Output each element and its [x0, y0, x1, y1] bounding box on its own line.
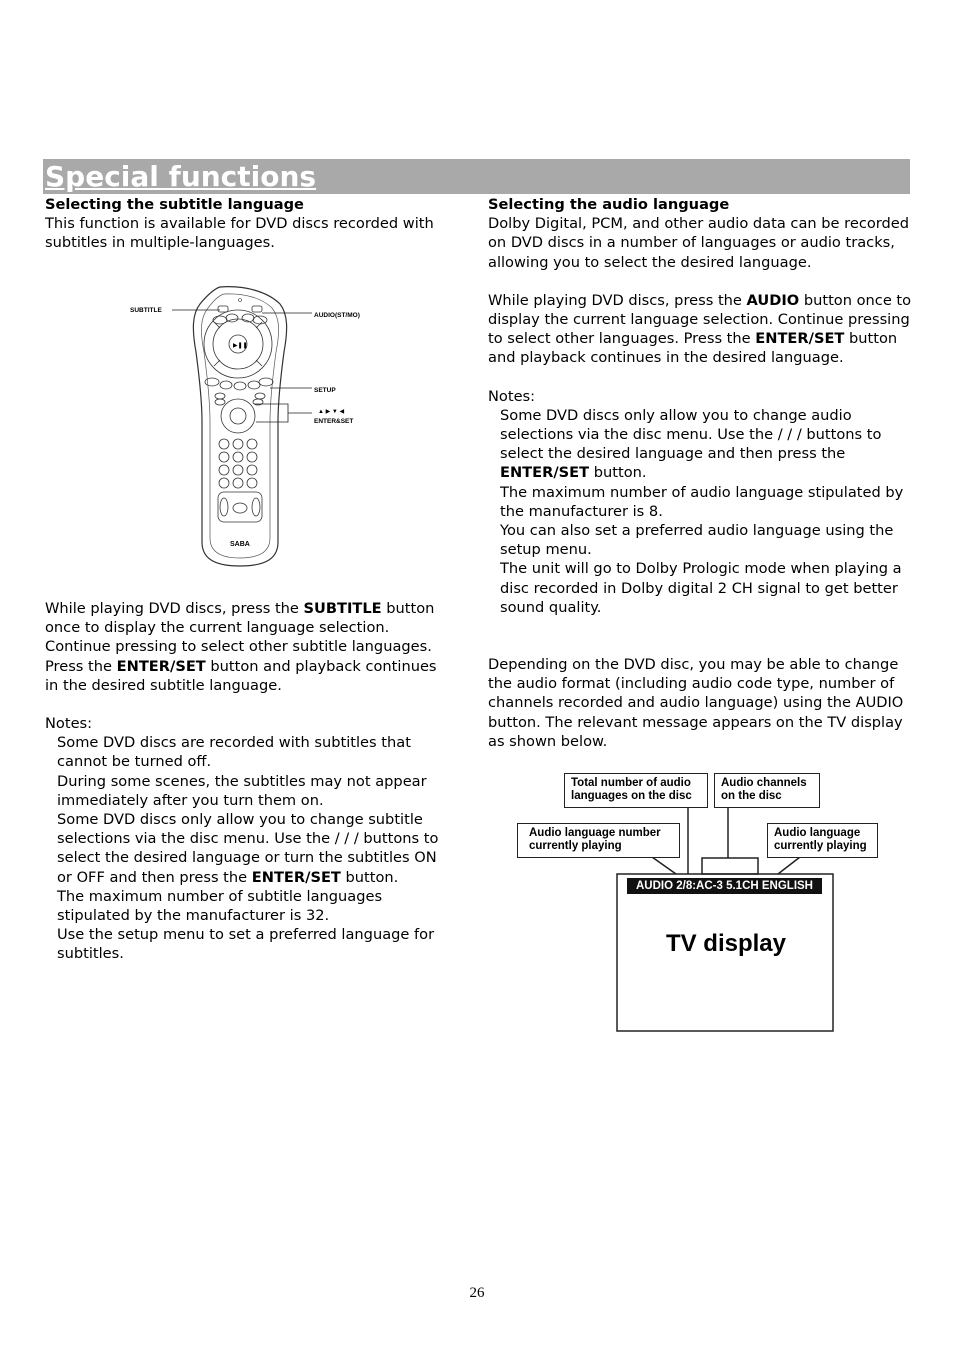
remote-label-audio: AUDIO(ST/MO) — [314, 312, 360, 319]
number-keypad — [219, 439, 257, 488]
subtitle-heading: Selecting the subtitle language — [45, 196, 304, 213]
left-column-top — [45, 195, 455, 253]
volume-area — [218, 492, 262, 522]
top-buttons — [213, 306, 267, 324]
label-language-number: Audio language number currently playing — [517, 823, 680, 858]
remote-label-enter: ENTER&SET — [314, 418, 354, 425]
diagram-lines — [510, 770, 890, 1040]
play-pause-icon: ▶❚❚ — [233, 343, 248, 349]
audio-notes-title: Notes: — [488, 387, 536, 405]
subtitle-note-5: Use the setup menu to set a preferred language for subtitles. — [57, 926, 435, 963]
subtitle-note-4: The maximum number of subtitle languages stipulated by the manufacturer is 32. — [57, 887, 383, 925]
mid-buttons — [205, 378, 273, 399]
audio-instructions: While playing DVD discs, press the AUDIO button once to display the current language selection. Continue pressing to select other languages. Press the ENTER/SET button and playback continues in the desired language. — [488, 291, 912, 367]
audio-note-1: Some DVD discs only allow you to change audio selections via the disc menu. Use the / / / buttons to select the desired language and then press the ENTER/SET button. — [500, 406, 882, 482]
audio-intro: Dolby Digital, PCM, and other audio data can be recorded on DVD discs in a number of languages or audio tracks, allowing you to select the desired language. — [488, 215, 910, 271]
audio-note-3: You can also set a preferred audio language using the setup menu. — [500, 522, 894, 559]
tv-display-label: TV display — [665, 930, 787, 957]
remote-label-subtitle: SUBTITLE — [130, 307, 162, 314]
remote-brand: SABA — [230, 541, 250, 548]
osd-banner: AUDIO 2/8:AC-3 5.1CH ENGLISH — [627, 878, 822, 894]
audio-heading: Selecting the audio language — [488, 196, 730, 213]
title-banner — [43, 159, 910, 194]
arrow-keys-icon: ▲ ▶ ▼ ◀ — [318, 409, 345, 415]
audio-note-2: The maximum number of audio language stipulated by the manufacturer is 8. — [500, 483, 904, 520]
label-total-languages: Total number of audio languages on the disc — [564, 773, 708, 808]
subtitle-instructions: While playing DVD discs, press the SUBTITLE button once to display the current language selection. Continue pressing to select other subtitle languages. Press the ENTER/SET button and playback continues in the desired subtitle language. — [45, 600, 437, 694]
label-audio-channels: Audio channels on the disc — [714, 773, 820, 808]
subtitle-note-3: Some DVD discs only allow you to change subtitle selections via the disc menu. Use the / / / buttons to select the desired language or turn the subtitles ON or OFF and then press the ENTER/SET button. — [57, 811, 439, 886]
audio-note-4: The unit will go to Dolby Prologic mode when playing a disc recorded in Dolby digital 2 CH signal to get better sound quality. — [500, 560, 902, 616]
subtitle-note-1: Some DVD discs are recorded with subtitles that cannot be turned off. — [57, 734, 411, 771]
left-column-body — [45, 599, 450, 964]
subtitle-notes-title: Notes: — [45, 715, 93, 733]
audio-format-paragraph: Depending on the DVD disc, you may be able to change the audio format (including audio code type, number of channels recorded and audio language) using the AUDIO button. The relevant message appears on the TV display as shown below. — [488, 656, 904, 750]
label-current-language: Audio language currently playing — [767, 823, 878, 858]
remote-label-setup: SETUP — [314, 387, 336, 394]
right-column — [488, 195, 913, 751]
subtitle-note-2: During some scenes, the subtitles may not appear immediately after you turn them on. — [57, 772, 427, 809]
page-number: 26 — [469, 1285, 485, 1301]
subtitle-intro: This function is available for DVD discs recorded with subtitles in multiple-languages. — [45, 215, 434, 252]
remote-control-illustration — [120, 282, 380, 572]
page-title: Special functions — [45, 160, 317, 193]
